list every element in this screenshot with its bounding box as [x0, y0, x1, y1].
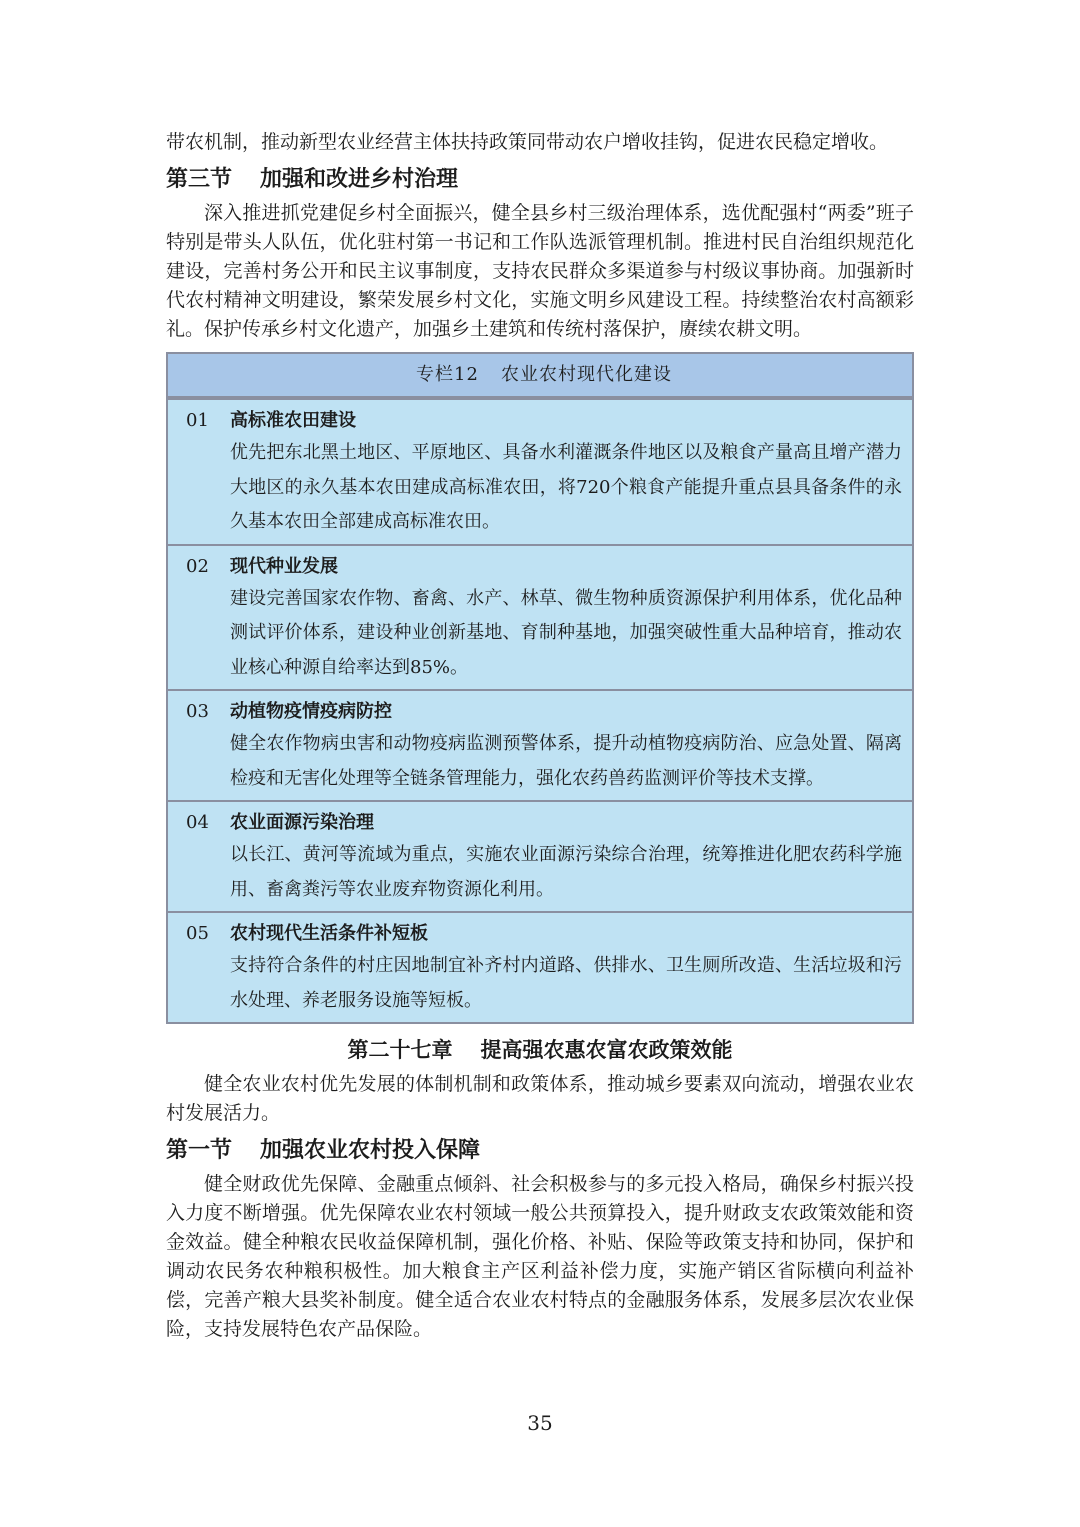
item-title: 高标准农田建设	[230, 410, 356, 431]
chapter-title: 提高强农惠农富农政策效能	[480, 1037, 733, 1062]
section-number: 第一节	[166, 1137, 233, 1163]
item-text: 优先把东北黑土地区、平原地区、具备水利灌溉条件地区以及粮食产量高且增产潜力大地区的永久基本农田建成高标准农田，将720个粮食产能提升重点县具备条件的永久基本农田全部建成高标准农田。	[230, 442, 902, 532]
intro-continuation: 带农机制，推动新型农业经营主体扶持政策同带动农户增收挂钩，促进农民稳定增收。	[166, 131, 889, 153]
section-paragraph: 健全财政优先保障、金融重点倾斜、社会积极参与的多元投入格局，确保乡村振兴投入力度不断增强。优先保障农业农村领域一般公共预算投入，提升财政支农政策效能和资金效益。健全种粮农民收益保障机制，强化价格、补贴、保险等政策支持和协同，保护和调动农民务农种粮积极性。加大粮食主产区利益补偿力度，实施产销区省际横向利益补偿，完善产粮大县奖补制度。健全适合农业农村特点的金融服务体系，发展多层次农业保险，支持发展特色农产品保险。	[166, 1173, 914, 1340]
chapter-paragraph: 健全农业农村优先发展的体制机制和政策体系，推动城乡要素双向流动，增强农业农村发展活力。	[166, 1073, 914, 1124]
box-item	[168, 544, 912, 690]
box-item	[168, 800, 912, 911]
item-title: 农村现代生活条件补短板	[230, 923, 428, 944]
item-number: 05	[186, 923, 209, 944]
section-paragraph: 深入推进抓党建促乡村全面振兴，健全县乡村三级治理体系，选优配强村“两委”班子特别是带头人队伍，优化驻村第一书记和工作队选派管理机制。推进村民自治组织规范化建设，完善村务公开和民主议事制度，支持农民群众多渠道参与村级议事协商。加强新时代农村精神文明建设，繁荣发展乡村文化，实施文明乡风建设工程。持续整治农村高额彩礼。保护传承乡村文化遗产，加强乡土建筑和传统村落保护，赓续农耕文明。	[166, 202, 914, 340]
box-header	[168, 354, 912, 398]
item-text: 健全农作物病虫害和动物疫病监测预警体系，提升动植物疫病防治、应急处置、隔离检疫和无害化处理等全链条管理能力，强化农药兽药监测评价等技术支撑。	[230, 733, 902, 789]
section-title: 加强和改进乡村治理	[260, 166, 459, 192]
box-title: 农业农村现代化建设	[500, 364, 672, 385]
page-content	[166, 128, 914, 1344]
section-number: 第三节	[166, 166, 233, 192]
box-item	[168, 689, 912, 800]
item-number: 01	[186, 410, 209, 431]
box-label: 专栏12	[416, 364, 479, 385]
section-title: 加强农业农村投入保障	[260, 1137, 481, 1163]
chapter-number: 第二十七章	[347, 1037, 453, 1062]
item-text: 以长江、黄河等流域为重点，实施农业面源污染综合治理，统筹推进化肥农药科学施用、畜禽粪污等农业废弃物资源化利用。	[230, 844, 902, 900]
section-heading	[166, 159, 914, 199]
item-title: 农业面源污染治理	[230, 812, 374, 833]
item-text: 支持符合条件的村庄因地制宜补齐村内道路、供排水、卫生厕所改造、生活垃圾和污水处理、养老服务设施等短板。	[230, 955, 902, 1011]
section-heading	[166, 1130, 914, 1170]
item-title: 动植物疫情疫病防控	[230, 701, 392, 722]
item-text: 建设完善国家农作物、畜禽、水产、林草、微生物种质资源保护利用体系，优化品种测试评价体系，建设种业创新基地、育制种基地，加强突破性重大品种培育，推动农业核心种源自给率达到85%。	[230, 587, 902, 678]
item-number: 02	[186, 555, 209, 577]
feature-box	[166, 352, 914, 1024]
item-title: 现代种业发展	[230, 555, 338, 577]
item-number: 04	[186, 812, 209, 833]
item-number: 03	[186, 701, 209, 722]
box-item	[168, 911, 912, 1022]
box-item	[168, 398, 912, 544]
page-number: 35	[527, 1411, 553, 1435]
chapter-heading	[166, 1030, 914, 1070]
